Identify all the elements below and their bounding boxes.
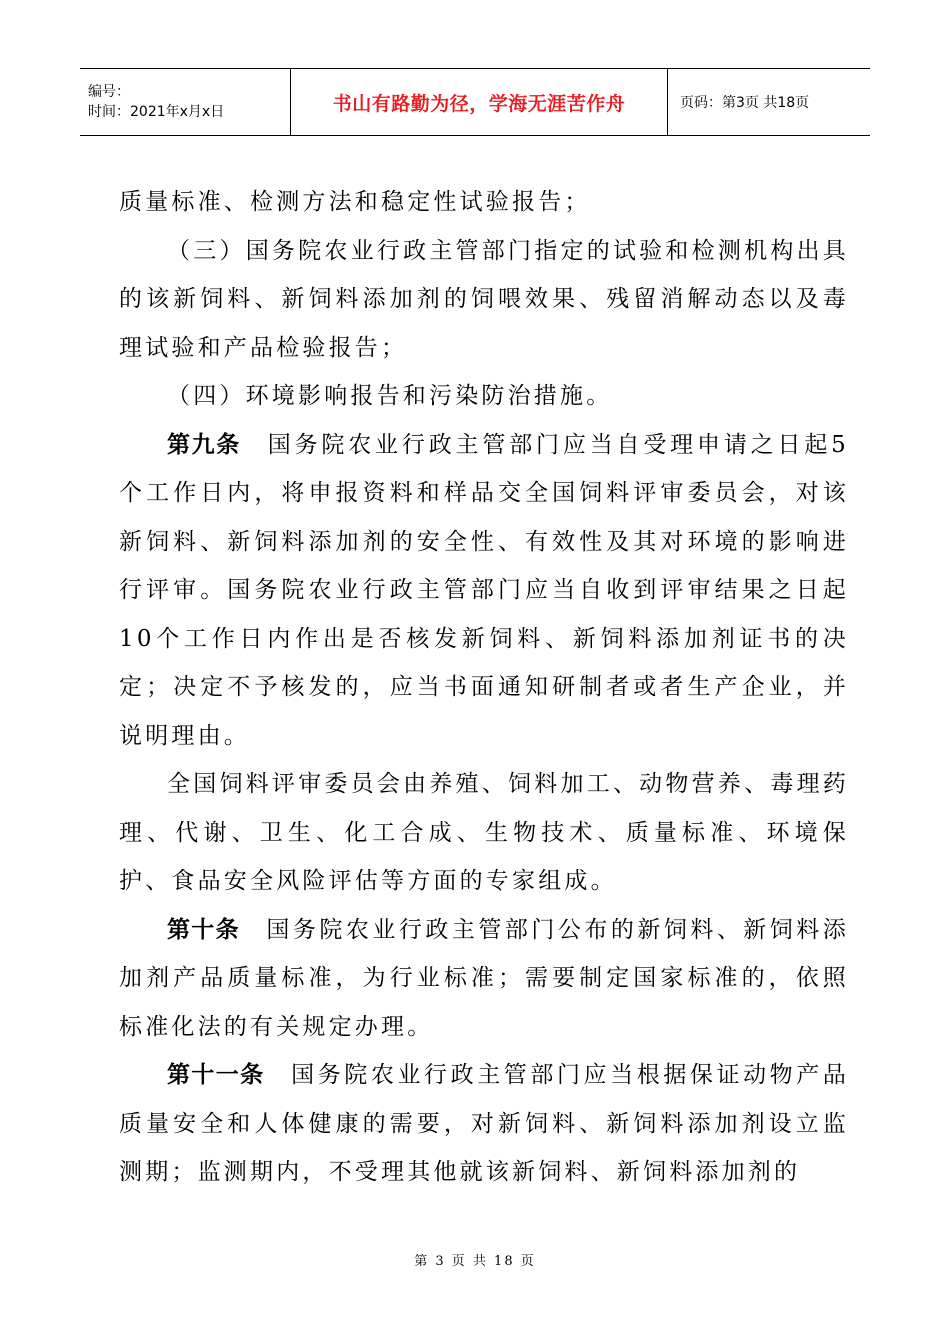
paragraph-text: 国务院农业行政主管部门应当自受理申请之日起5个工作日内，将申报资料和样品交全国饲料评审委员会，对该新饲料、新饲料添加剂的安全性、有效性及其对环境的影响进行评审。国务院农业行政主管部门应当自收到评审结果之日起10个工作日内作出是否核发新饲料、新饲料添加剂证书的决定；决定不予核发的，应当书面通知研制者或者生产企业，并说明理由。 bbox=[119, 431, 849, 749]
date-label: 时间：2021年x月x日 bbox=[88, 104, 225, 120]
paragraph-text: 国务院农业行政主管部门公布的新饲料、新饲料添加剂产品质量标准，为行业标准；需要制定国家标准的，依照标准化法的有关规定办理。 bbox=[119, 916, 849, 1040]
paragraph bbox=[119, 760, 849, 906]
document-body bbox=[119, 178, 849, 1197]
paragraph-text: 国务院农业行政主管部门应当根据保证动物产品质量安全和人体健康的需要，对新饲料、新饲料添加剂设立监测期；监测期内，不受理其他就该新饲料、新饲料添加剂的 bbox=[119, 1062, 850, 1185]
article-10 bbox=[119, 906, 849, 1052]
article-9 bbox=[119, 421, 849, 761]
paragraph bbox=[119, 178, 849, 227]
number-label: 编号： bbox=[88, 84, 130, 100]
paragraph bbox=[119, 227, 849, 373]
article-heading: 第九条 bbox=[167, 431, 241, 458]
header-meta bbox=[80, 69, 291, 136]
paragraph bbox=[119, 372, 849, 421]
header-motto: 书山有路勤为径，学海无涯苦作舟 bbox=[291, 69, 668, 136]
paragraph-text: （三）国务院农业行政主管部门指定的试验和检测机构出具的该新饲料、新饲料添加剂的饲喂效果、残留消解动态以及毒理试验和产品检验报告； bbox=[119, 237, 849, 361]
page-footer: 第 3 页 共 18 页 bbox=[414, 1254, 536, 1269]
article-heading: 第十条 bbox=[167, 916, 240, 943]
paragraph-text: （四）环境影响报告和污染防治措施。 bbox=[167, 383, 613, 409]
article-11 bbox=[119, 1051, 849, 1197]
paragraph-text: 质量标准、检测方法和稳定性试验报告； bbox=[119, 189, 591, 215]
header-page-info: 页码：第3页 共18页 bbox=[668, 69, 871, 136]
document-header bbox=[80, 68, 870, 136]
article-heading: 第十一条 bbox=[167, 1062, 265, 1088]
paragraph-text: 全国饲料评审委员会由养殖、饲料加工、动物营养、毒理药理、代谢、卫生、化工合成、生物技术、质量标准、环境保护、食品安全风险评估等方面的专家组成。 bbox=[119, 771, 849, 894]
